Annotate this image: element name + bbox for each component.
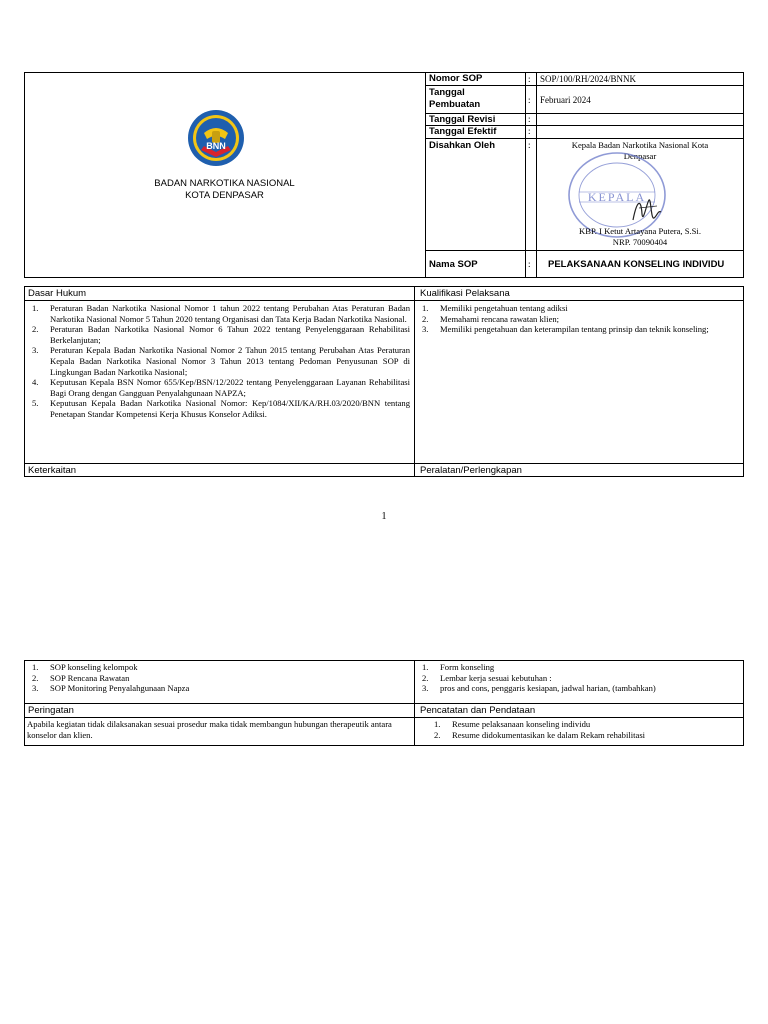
nomor-sop-label: Nomor SOP: [429, 73, 483, 84]
signature: [627, 190, 667, 230]
signer-block: [540, 226, 740, 247]
list-item: 3. SOP Monitoring Penyalahgunaan Napza: [32, 683, 190, 694]
keterkaitan-title: Keterkaitan: [28, 465, 77, 476]
list-item: 2. SOP Rencana Rawatan: [32, 672, 130, 683]
list-item: 5. Keputusan Kepala Badan Narkotika Nasional Nomor: Kep/1084/XII/KA/RH.03/2020/BNN tentang Penetapan Standar Kompetensi Kerja Khusus Konselor Adiksi.: [32, 398, 410, 419]
colon: :: [528, 126, 531, 136]
list-item: 2. Peraturan Badan Narkotika Nasional Nomor 6 Tahun 2022 tentang Penyelenggaraan Rehabilitasi Berkelanjutan;: [32, 324, 410, 345]
dasar-hukum-title: Dasar Hukum: [28, 288, 87, 299]
tanggal-efektif-label: Tanggal Efektif: [429, 126, 497, 137]
kualifikasi-title: Kualifikasi Pelaksana: [420, 288, 510, 299]
signer-nrp: NRP. 70090404: [612, 236, 668, 247]
list-item: 3. pros and cons, penggaris kesiapan, jadwal harian, (tambahkan): [422, 683, 656, 694]
peringatan-title: Peringatan: [28, 705, 74, 716]
tanggal-pembuatan-value: Februari 2024: [540, 95, 591, 105]
list-item: 1. Peraturan Badan Narkotika Nasional Nomor 1 tahun 2022 tentang Perubahan Atas Peraturan Badan Narkotika Nasional Nomor 5 Tahun 2020 tentang Organisasi dan Tata Kerja Badan Narkotika Nasional.: [32, 303, 410, 324]
list-item: 1. SOP konseling kelompok: [32, 662, 138, 672]
list-item: 2. Memahami rencana rawatan klien;: [422, 313, 560, 324]
list-item: 2. Resume didokumentasikan ke dalam Rekam rehabilitasi: [434, 729, 646, 740]
list-item: 2. Lembar kerja sesuai kebutuhan :: [422, 672, 552, 683]
org-line-2: KOTA DENPASAR: [185, 190, 264, 201]
dasar-hukum-list: [26, 303, 410, 420]
colon: :: [528, 259, 531, 269]
list-item: 3. Peraturan Kepala Badan Narkotika Nasional Nomor 2 Tahun 2015 tentang Perubahan Atas Peraturan Kepala Badan Narkotika Nasional Nomor 3 Tahun 2013 tentang Pedoman Penyusunan SOP di Lingkungan Badan Narkotika Nasional;: [32, 345, 410, 377]
tanggal-revisi-label: Tanggal Revisi: [429, 114, 496, 125]
list-item: 1. Memiliki pengetahuan tentang adiksi: [422, 303, 568, 313]
colon: :: [528, 140, 531, 150]
bnn-logo: [187, 109, 245, 167]
list-item: 4. Keputusan Kepala BSN Nomor 655/Kep/BSN/12/2022 tentang Penyelenggaraan Layanan Rehabilitasi Bagi Orang dengan Gangguan Penyalahgunaan NAPZA;: [32, 377, 410, 398]
svg-text:BNN: BNN: [206, 141, 226, 151]
list-item: 1. Form konseling: [422, 662, 495, 672]
nama-sop-label: Nama SOP: [429, 259, 478, 270]
list-item: 1. Resume pelaksanaan konseling individu: [434, 719, 591, 729]
org-name: [24, 178, 425, 202]
pencatatan-list: [428, 719, 742, 740]
disahkan-label: Disahkan Oleh: [429, 140, 495, 151]
colon: :: [528, 74, 531, 84]
signer-name: KBP. I Ketut Artayana Putera, S.Si.: [579, 226, 701, 236]
org-line-1: BADAN NARKOTIKA NASIONAL: [154, 178, 295, 189]
peralatan-title: Peralatan/Perlengkapan: [420, 465, 522, 476]
colon: :: [528, 95, 531, 105]
nama-sop-value: PELAKSANAAN KONSELING INDIVIDU: [548, 259, 725, 270]
colon: :: [528, 114, 531, 124]
pencatatan-title: Pencatatan dan Pendataan: [420, 705, 536, 716]
tanggal-pembuatan-label: Tanggal Pembuatan: [429, 87, 481, 110]
peringatan-text: Apabila kegiatan tidak dilaksanakan sesuai prosedur maka tidak membangun hubungan therapeutik antara konselor dan klien.: [27, 719, 392, 740]
disahkan-title-line-1: Kepala Badan Narkotika Nasional Kota: [571, 140, 709, 150]
nomor-sop-value: SOP/100/RH/2024/BNNK: [540, 74, 637, 84]
svg-text:KEPALA: KEPALA: [587, 190, 647, 204]
page-number: 1: [381, 511, 387, 522]
list-item: 3. Memiliki pengetahuan dan keterampilan tentang prinsip dan teknik konseling;: [422, 324, 709, 335]
peralatan-list: [416, 662, 742, 694]
disahkan-title-line-2: Denpasar: [623, 150, 657, 161]
keterkaitan-list: [26, 662, 410, 694]
kualifikasi-list: [416, 303, 716, 335]
